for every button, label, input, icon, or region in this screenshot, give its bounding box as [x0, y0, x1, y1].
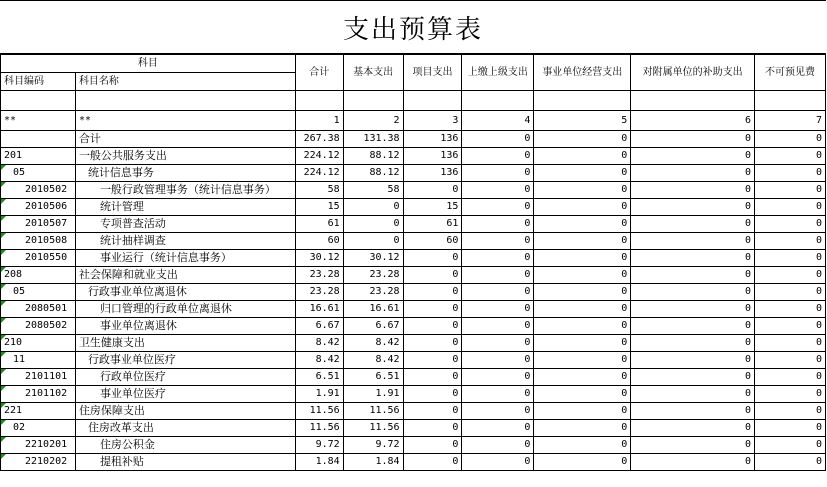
- amount-cell-col-3[interactable]: 60: [403, 233, 462, 250]
- amount-cell-col-2[interactable]: 0: [343, 233, 403, 250]
- table-row: [1, 352, 826, 369]
- subject-code: 2010550: [25, 252, 68, 263]
- table-row: [1, 403, 826, 420]
- subject-code: 2080501: [25, 303, 68, 314]
- subject-code: 210: [4, 337, 23, 348]
- amount-cell-col-7[interactable]: 0: [755, 216, 826, 233]
- amount-cell-col-2[interactable]: 0: [343, 216, 403, 233]
- index-row: [1, 111, 826, 131]
- amount-cell-col-2[interactable]: 1.84: [343, 454, 403, 471]
- subject-code-cell[interactable]: [1, 148, 76, 165]
- subject-name[interactable]: 事业单位医疗: [75, 386, 295, 403]
- cell[interactable]: [75, 91, 295, 111]
- amount-cell-col-1[interactable]: 30.12: [295, 250, 343, 267]
- amount-cell-col-7[interactable]: 0: [755, 267, 826, 284]
- amount-cell-col-3[interactable]: 136: [403, 148, 462, 165]
- amount-cell-col-1[interactable]: 23.28: [295, 284, 343, 301]
- table-row: [1, 165, 826, 182]
- subject-name[interactable]: 归口管理的行政单位离退休: [75, 301, 295, 318]
- subject-code-cell[interactable]: [1, 369, 76, 386]
- cell-marker-icon: [1, 420, 6, 425]
- amount-cell-col-1[interactable]: 61: [295, 216, 343, 233]
- amount-cell-col-5[interactable]: 0: [534, 318, 631, 335]
- amount-cell-col-1[interactable]: 11.56: [295, 403, 343, 420]
- subject-code: 221: [4, 405, 23, 416]
- subject-name[interactable]: 住房公积金: [75, 437, 295, 454]
- table-row: [1, 131, 826, 148]
- subject-code-cell[interactable]: [1, 284, 76, 301]
- amount-cell-col-6[interactable]: 0: [631, 301, 755, 318]
- amount-cell-col-4[interactable]: 0: [462, 335, 534, 352]
- subject-code-cell[interactable]: [1, 318, 76, 335]
- subject-code-cell[interactable]: [1, 454, 76, 471]
- subject-code: 2101102: [25, 388, 68, 399]
- amount-cell-col-5[interactable]: 0: [534, 233, 631, 250]
- cell[interactable]: [755, 91, 826, 111]
- subject-code: 05: [13, 286, 26, 297]
- table-row: [1, 386, 826, 403]
- amount-cell-col-2[interactable]: 11.56: [343, 403, 403, 420]
- cell-marker-icon: [1, 352, 6, 357]
- amount-cell-col-3[interactable]: 136: [403, 131, 462, 148]
- index-col-3[interactable]: 3: [403, 111, 462, 131]
- subject-code: 2101101: [25, 371, 68, 382]
- amount-cell-col-3[interactable]: 0: [403, 318, 462, 335]
- subject-code-cell[interactable]: [1, 267, 76, 284]
- blank-row: [1, 91, 826, 111]
- amount-cell-col-7[interactable]: 0: [755, 369, 826, 386]
- table-row: [1, 301, 826, 318]
- cell[interactable]: [1, 91, 76, 111]
- index-col-4[interactable]: 4: [462, 111, 534, 131]
- amount-cell-col-5[interactable]: 0: [534, 420, 631, 437]
- amount-cell-col-1[interactable]: 1.84: [295, 454, 343, 471]
- cell-marker-icon: [1, 199, 6, 204]
- subject-code: 2210201: [25, 439, 68, 450]
- amount-cell-col-4[interactable]: 0: [462, 131, 534, 148]
- subject-code: 2210202: [25, 456, 68, 467]
- amount-cell-col-2[interactable]: 30.12: [343, 250, 403, 267]
- amount-cell-col-2[interactable]: 6.67: [343, 318, 403, 335]
- amount-cell-col-6[interactable]: 0: [631, 250, 755, 267]
- table-row: [1, 216, 826, 233]
- subject-code-cell[interactable]: [1, 352, 76, 369]
- amount-cell-col-7[interactable]: 0: [755, 284, 826, 301]
- amount-cell-col-7[interactable]: 0: [755, 386, 826, 403]
- subject-code: 201: [4, 150, 23, 161]
- subject-code: 2010502: [25, 184, 68, 195]
- subject-name[interactable]: 统计信息事务: [75, 165, 295, 182]
- col-header-total[interactable]: 合计: [295, 55, 343, 91]
- cell[interactable]: [343, 91, 403, 111]
- amount-cell-col-3[interactable]: 136: [403, 165, 462, 182]
- amount-cell-col-3[interactable]: 0: [403, 250, 462, 267]
- cell[interactable]: [631, 91, 755, 111]
- amount-cell-col-6[interactable]: 0: [631, 182, 755, 199]
- cell[interactable]: [534, 91, 631, 111]
- subject-code: 2010506: [25, 201, 68, 212]
- amount-cell-col-4[interactable]: 0: [462, 284, 534, 301]
- amount-cell-col-4[interactable]: 0: [462, 267, 534, 284]
- amount-cell-col-2[interactable]: 8.42: [343, 352, 403, 369]
- amount-cell-col-5[interactable]: 0: [534, 131, 631, 148]
- amount-cell-col-3[interactable]: 0: [403, 335, 462, 352]
- cell-marker-icon: [1, 284, 6, 289]
- subject-name[interactable]: 合计: [75, 131, 295, 148]
- cell-marker-icon: [1, 216, 6, 221]
- amount-cell-col-3[interactable]: 15: [403, 199, 462, 216]
- amount-cell-col-6[interactable]: 0: [631, 335, 755, 352]
- amount-cell-col-6[interactable]: 0: [631, 352, 755, 369]
- cell-marker-icon: [1, 267, 6, 272]
- amount-cell-col-5[interactable]: 0: [534, 182, 631, 199]
- amount-cell-col-7[interactable]: 0: [755, 301, 826, 318]
- amount-cell-col-6[interactable]: 0: [631, 437, 755, 454]
- amount-cell-col-6[interactable]: 0: [631, 369, 755, 386]
- amount-cell-col-4[interactable]: 0: [462, 454, 534, 471]
- amount-cell-col-4[interactable]: 0: [462, 318, 534, 335]
- amount-cell-col-1[interactable]: 58: [295, 182, 343, 199]
- amount-cell-col-7[interactable]: 0: [755, 403, 826, 420]
- amount-cell-col-5[interactable]: 0: [534, 437, 631, 454]
- col-header-business[interactable]: 事业单位经营支出: [534, 55, 631, 91]
- cell-marker-icon: [1, 165, 6, 170]
- subject-code-cell[interactable]: [1, 131, 76, 148]
- amount-cell-col-6[interactable]: 0: [631, 131, 755, 148]
- cell-marker-icon: [1, 318, 6, 323]
- amount-cell-col-1[interactable]: 8.42: [295, 352, 343, 369]
- table-row: [1, 335, 826, 352]
- subject-name[interactable]: 卫生健康支出: [75, 335, 295, 352]
- amount-cell-col-3[interactable]: 0: [403, 369, 462, 386]
- amount-cell-col-7[interactable]: 0: [755, 454, 826, 471]
- table-row: [1, 199, 826, 216]
- subject-name[interactable]: 专项普查活动: [75, 216, 295, 233]
- header-row-1: [1, 55, 826, 73]
- amount-cell-col-6[interactable]: 0: [631, 267, 755, 284]
- amount-cell-col-6[interactable]: 0: [631, 216, 755, 233]
- cell-marker-icon: [1, 233, 6, 238]
- amount-cell-col-6[interactable]: 0: [631, 386, 755, 403]
- amount-cell-col-3[interactable]: 0: [403, 182, 462, 199]
- amount-cell-col-4[interactable]: 0: [462, 233, 534, 250]
- amount-cell-col-3[interactable]: 0: [403, 267, 462, 284]
- cell-marker-icon: [1, 386, 6, 391]
- subject-name[interactable]: 统计管理: [75, 199, 295, 216]
- amount-cell-col-4[interactable]: 0: [462, 165, 534, 182]
- index-name[interactable]: **: [75, 111, 295, 131]
- amount-cell-col-2[interactable]: 23.28: [343, 267, 403, 284]
- amount-cell-col-7[interactable]: 0: [755, 233, 826, 250]
- cell-marker-icon: [1, 182, 6, 187]
- amount-cell-col-4[interactable]: 0: [462, 369, 534, 386]
- amount-cell-col-2[interactable]: 16.61: [343, 301, 403, 318]
- amount-cell-col-1[interactable]: 23.28: [295, 267, 343, 284]
- page-title: 支出预算表: [342, 14, 483, 45]
- table-row: [1, 233, 826, 250]
- col-header-reserve[interactable]: 不可预见费: [755, 55, 826, 91]
- amount-cell-col-5[interactable]: 0: [534, 335, 631, 352]
- subject-code-cell[interactable]: [1, 301, 76, 318]
- col-header-subsidy[interactable]: 对附属单位的补助支出: [631, 55, 755, 91]
- budget-table: [0, 54, 826, 471]
- amount-cell-col-4[interactable]: 0: [462, 250, 534, 267]
- index-col-5[interactable]: 5: [534, 111, 631, 131]
- amount-cell-col-3[interactable]: 0: [403, 301, 462, 318]
- table-row: [1, 284, 826, 301]
- amount-cell-col-2[interactable]: 9.72: [343, 437, 403, 454]
- subject-code-cell[interactable]: [1, 250, 76, 267]
- subject-code-cell[interactable]: [1, 199, 76, 216]
- amount-cell-col-6[interactable]: 0: [631, 199, 755, 216]
- index-code[interactable]: **: [1, 111, 76, 131]
- subject-code-cell[interactable]: [1, 216, 76, 233]
- amount-cell-col-7[interactable]: 0: [755, 420, 826, 437]
- subject-code-cell[interactable]: [1, 233, 76, 250]
- amount-cell-col-5[interactable]: 0: [534, 199, 631, 216]
- subject-name[interactable]: 一般公共服务支出: [75, 148, 295, 165]
- subject-name[interactable]: 一般行政管理事务（统计信息事务）: [75, 182, 295, 199]
- amount-cell-col-2[interactable]: 23.28: [343, 284, 403, 301]
- amount-cell-col-5[interactable]: 0: [534, 403, 631, 420]
- subject-code-cell[interactable]: [1, 403, 76, 420]
- subject-name[interactable]: 事业运行（统计信息事务）: [75, 250, 295, 267]
- subject-code-cell[interactable]: [1, 437, 76, 454]
- amount-cell-col-7[interactable]: 0: [755, 165, 826, 182]
- amount-cell-col-1[interactable]: 224.12: [295, 165, 343, 182]
- amount-cell-col-1[interactable]: 8.42: [295, 335, 343, 352]
- col-header-code[interactable]: 科目编码: [1, 73, 76, 91]
- table-row: [1, 420, 826, 437]
- cell-marker-icon: [1, 250, 6, 255]
- subject-code: 2010508: [25, 235, 68, 246]
- amount-cell-col-3[interactable]: 0: [403, 437, 462, 454]
- amount-cell-col-5[interactable]: 0: [534, 454, 631, 471]
- subject-name[interactable]: 行政单位医疗: [75, 369, 295, 386]
- cell-marker-icon: [1, 403, 6, 408]
- amount-cell-col-6[interactable]: 0: [631, 284, 755, 301]
- amount-cell-col-4[interactable]: 0: [462, 148, 534, 165]
- col-header-name[interactable]: 科目名称: [75, 73, 295, 91]
- amount-cell-col-3[interactable]: 0: [403, 352, 462, 369]
- amount-cell-col-6[interactable]: 0: [631, 318, 755, 335]
- amount-cell-col-3[interactable]: 0: [403, 284, 462, 301]
- amount-cell-col-2[interactable]: 131.38: [343, 131, 403, 148]
- amount-cell-col-2[interactable]: 11.56: [343, 420, 403, 437]
- cell[interactable]: [295, 91, 343, 111]
- amount-cell-col-4[interactable]: 0: [462, 216, 534, 233]
- cell-marker-icon: [1, 369, 6, 374]
- subject-code-cell[interactable]: [1, 335, 76, 352]
- subject-code: 02: [13, 422, 26, 433]
- index-col-7[interactable]: 7: [755, 111, 826, 131]
- amount-cell-col-6[interactable]: 0: [631, 403, 755, 420]
- subject-name[interactable]: 住房保障支出: [75, 403, 295, 420]
- table-row: [1, 267, 826, 284]
- amount-cell-col-5[interactable]: 0: [534, 250, 631, 267]
- table-row: [1, 318, 826, 335]
- amount-cell-col-7[interactable]: 0: [755, 131, 826, 148]
- amount-cell-col-7[interactable]: 0: [755, 182, 826, 199]
- amount-cell-col-6[interactable]: 0: [631, 148, 755, 165]
- amount-cell-col-4[interactable]: 0: [462, 182, 534, 199]
- table-row: [1, 437, 826, 454]
- cell-marker-icon: [1, 301, 6, 306]
- amount-cell-col-5[interactable]: 0: [534, 386, 631, 403]
- subject-name[interactable]: 住房改革支出: [75, 420, 295, 437]
- amount-cell-col-1[interactable]: 6.67: [295, 318, 343, 335]
- amount-cell-col-6[interactable]: 0: [631, 454, 755, 471]
- amount-cell-col-3[interactable]: 0: [403, 420, 462, 437]
- amount-cell-col-2[interactable]: 88.12: [343, 148, 403, 165]
- subject-code: 2080502: [25, 320, 68, 331]
- amount-cell-col-2[interactable]: 88.12: [343, 165, 403, 182]
- amount-cell-col-3[interactable]: 0: [403, 403, 462, 420]
- amount-cell-col-1[interactable]: 16.61: [295, 301, 343, 318]
- subject-code: 05: [13, 167, 26, 178]
- amount-cell-col-1[interactable]: 267.38: [295, 131, 343, 148]
- amount-cell-col-7[interactable]: 0: [755, 335, 826, 352]
- subject-code-cell[interactable]: [1, 386, 76, 403]
- amount-cell-col-3[interactable]: 0: [403, 454, 462, 471]
- amount-cell-col-7[interactable]: 0: [755, 318, 826, 335]
- cell-marker-icon: [1, 335, 6, 340]
- amount-cell-col-4[interactable]: 0: [462, 386, 534, 403]
- amount-cell-col-1[interactable]: 224.12: [295, 148, 343, 165]
- amount-cell-col-1[interactable]: 1.91: [295, 386, 343, 403]
- subject-code: 11: [13, 354, 26, 365]
- index-col-1[interactable]: 1: [295, 111, 343, 131]
- amount-cell-col-5[interactable]: 0: [534, 216, 631, 233]
- subject-header[interactable]: 科目: [1, 55, 296, 73]
- amount-cell-col-5[interactable]: 0: [534, 352, 631, 369]
- amount-cell-col-2[interactable]: 58: [343, 182, 403, 199]
- title-row: [0, 0, 826, 54]
- amount-cell-col-2[interactable]: 8.42: [343, 335, 403, 352]
- table-row: [1, 250, 826, 267]
- amount-cell-col-4[interactable]: 0: [462, 301, 534, 318]
- subject-code-cell[interactable]: [1, 182, 76, 199]
- cell[interactable]: [462, 91, 534, 111]
- amount-cell-col-1[interactable]: 9.72: [295, 437, 343, 454]
- amount-cell-col-5[interactable]: 0: [534, 301, 631, 318]
- amount-cell-col-2[interactable]: 1.91: [343, 386, 403, 403]
- col-header-project[interactable]: 项目支出: [403, 55, 462, 91]
- amount-cell-col-4[interactable]: 0: [462, 403, 534, 420]
- subject-code: 2010507: [25, 218, 68, 229]
- amount-cell-col-7[interactable]: 0: [755, 199, 826, 216]
- table-row: [1, 148, 826, 165]
- subject-name[interactable]: 社会保障和就业支出: [75, 267, 295, 284]
- col-header-basic[interactable]: 基本支出: [343, 55, 403, 91]
- amount-cell-col-7[interactable]: 0: [755, 437, 826, 454]
- index-col-6[interactable]: 6: [631, 111, 755, 131]
- subject-code: 208: [4, 269, 23, 280]
- amount-cell-col-2[interactable]: 0: [343, 199, 403, 216]
- amount-cell-col-6[interactable]: 0: [631, 233, 755, 250]
- subject-name[interactable]: 提租补贴: [75, 454, 295, 471]
- subject-name[interactable]: 行政事业单位医疗: [75, 352, 295, 369]
- subject-name[interactable]: 行政事业单位离退休: [75, 284, 295, 301]
- subject-code-cell[interactable]: [1, 165, 76, 182]
- table-row: [1, 369, 826, 386]
- amount-cell-col-1[interactable]: 60: [295, 233, 343, 250]
- amount-cell-col-5[interactable]: 0: [534, 267, 631, 284]
- subject-code-cell[interactable]: [1, 420, 76, 437]
- amount-cell-col-5[interactable]: 0: [534, 165, 631, 182]
- amount-cell-col-4[interactable]: 0: [462, 352, 534, 369]
- cell-marker-icon: [1, 437, 6, 442]
- subject-name[interactable]: 统计抽样调查: [75, 233, 295, 250]
- amount-cell-col-1[interactable]: 11.56: [295, 420, 343, 437]
- col-header-upper[interactable]: 上缴上级支出: [462, 55, 534, 91]
- amount-cell-col-6[interactable]: 0: [631, 420, 755, 437]
- amount-cell-col-4[interactable]: 0: [462, 437, 534, 454]
- cell-marker-icon: [1, 454, 6, 459]
- amount-cell-col-4[interactable]: 0: [462, 420, 534, 437]
- table-row: [1, 182, 826, 199]
- amount-cell-col-5[interactable]: 0: [534, 148, 631, 165]
- amount-cell-col-7[interactable]: 0: [755, 352, 826, 369]
- amount-cell-col-5[interactable]: 0: [534, 369, 631, 386]
- amount-cell-col-4[interactable]: 0: [462, 199, 534, 216]
- amount-cell-col-3[interactable]: 61: [403, 216, 462, 233]
- amount-cell-col-1[interactable]: 6.51: [295, 369, 343, 386]
- table-row: [1, 454, 826, 471]
- index-col-2[interactable]: 2: [343, 111, 403, 131]
- amount-cell-col-3[interactable]: 0: [403, 386, 462, 403]
- amount-cell-col-7[interactable]: 0: [755, 148, 826, 165]
- amount-cell-col-1[interactable]: 15: [295, 199, 343, 216]
- amount-cell-col-6[interactable]: 0: [631, 165, 755, 182]
- amount-cell-col-7[interactable]: 0: [755, 250, 826, 267]
- cell[interactable]: [403, 91, 462, 111]
- subject-name[interactable]: 事业单位离退休: [75, 318, 295, 335]
- amount-cell-col-2[interactable]: 6.51: [343, 369, 403, 386]
- amount-cell-col-5[interactable]: 0: [534, 284, 631, 301]
